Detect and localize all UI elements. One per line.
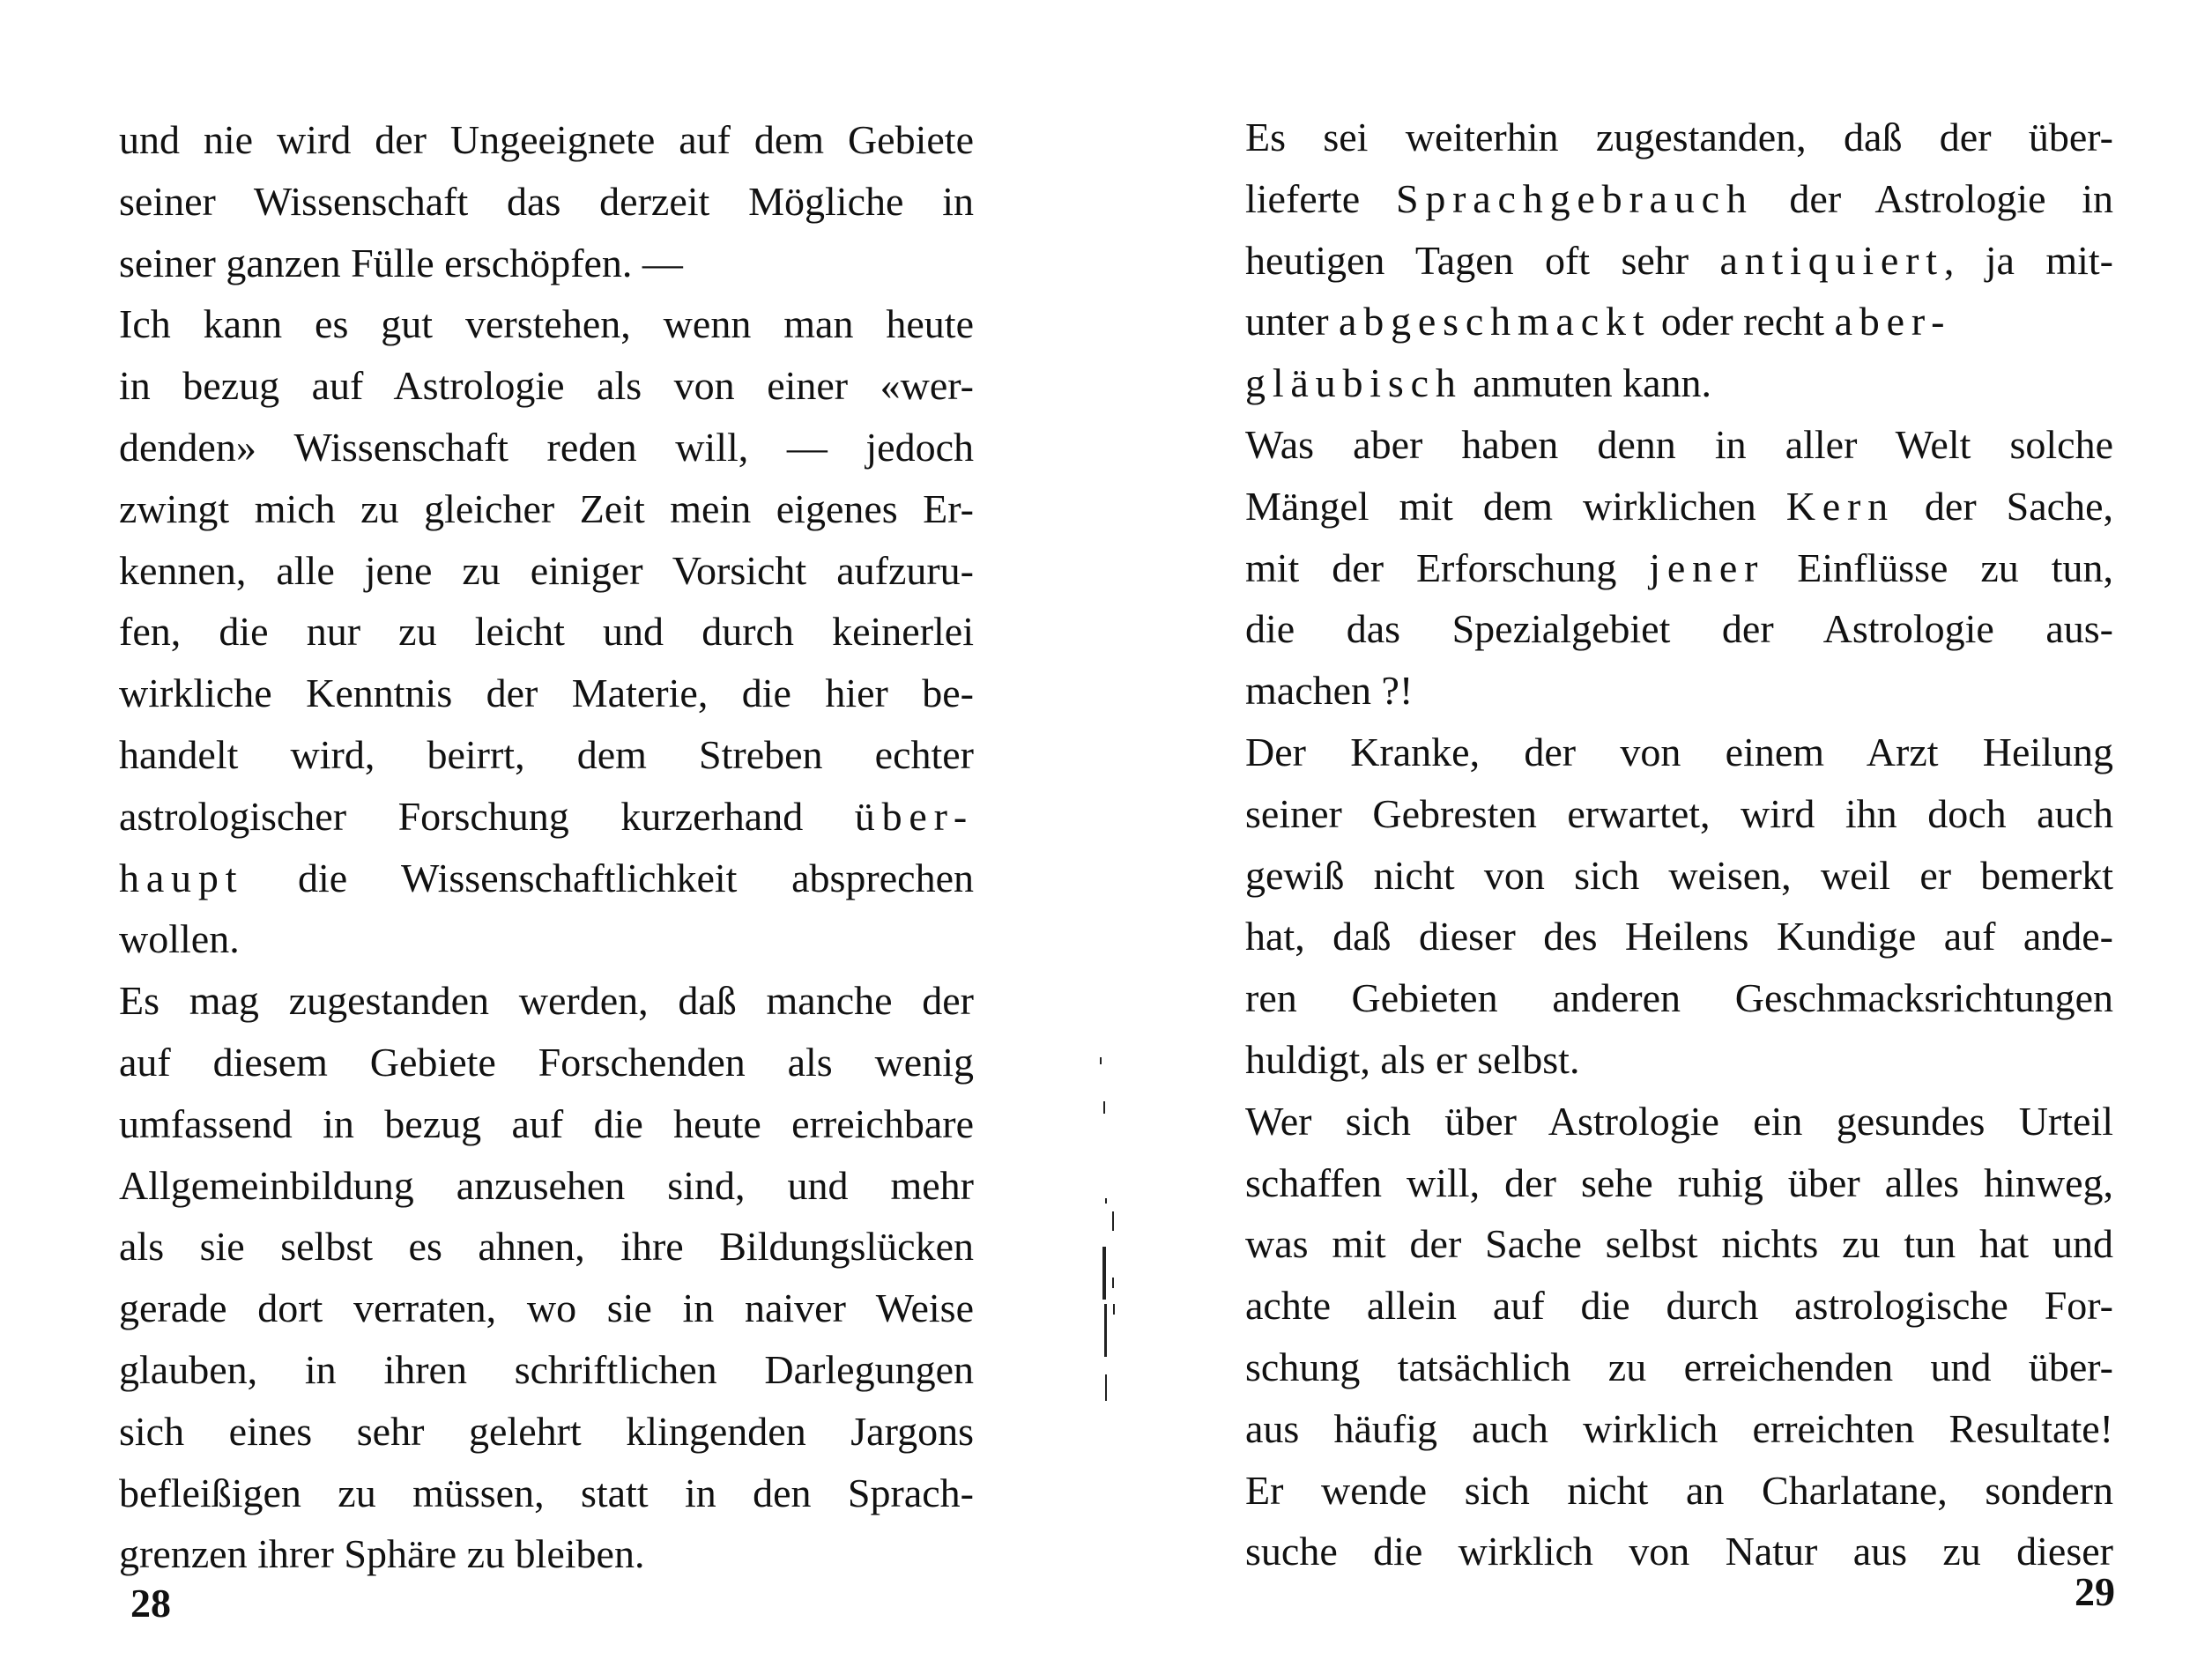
right-page-text-column: [1245, 107, 2113, 1582]
text-run: achte allein auf die durch astrologische For-: [1245, 1283, 2113, 1329]
text-line: [119, 1523, 974, 1585]
text-line: [1245, 1152, 2113, 1214]
text-run: wirkliche Kenntnis der Materie, die hier be-: [119, 670, 974, 716]
text-line: [1245, 1091, 2113, 1152]
text-run: in bezug auf Astrologie als von einer «wer-: [119, 363, 974, 409]
gutter-scan-marks: [1093, 493, 1128, 1656]
text-run: auf diesem Gebiete Forschenden als wenig: [119, 1039, 974, 1085]
text-line: [1245, 1213, 2113, 1275]
page-number: 28: [130, 1581, 171, 1626]
text-run: und nie wird der Ungeeignete auf dem Gebiete: [119, 117, 974, 162]
text-run: seiner Gebresten erwartet, wird ihn doch auch: [1245, 790, 2113, 836]
page-number: 29: [2075, 1569, 2115, 1614]
text-line: [119, 1339, 974, 1401]
text-run: heutigen Tagen oft sehr: [1245, 237, 1720, 283]
text-run: seiner Wissenschaft das derzeit Mögliche in: [119, 178, 974, 224]
text-run: befleißigen zu müssen, statt in den Sprach-: [119, 1470, 974, 1515]
text-run: hat, daß dieser des Heilens Kundige auf ande-: [1245, 914, 2113, 959]
text-run: grenzen ihrer Sphäre zu bleiben.: [119, 1531, 645, 1577]
text-run: der Sache,: [1894, 483, 2113, 529]
text-line: [119, 109, 974, 171]
text-line: [1245, 906, 2113, 967]
text-run: aus häufig auch wirklich erreichten Resultate!: [1245, 1405, 2113, 1451]
text-run: schaffen will, der sehe ruhig über alles hinweg,: [1245, 1159, 2113, 1205]
text-run: was mit der Sache selbst nichts zu tun hat und: [1245, 1221, 2113, 1267]
text-run: umfassend in bezug auf die heute erreichbare: [119, 1100, 974, 1146]
text-run: Einflüsse zu tun,: [1764, 544, 2113, 590]
emphasized-spaced-text: über-: [854, 793, 974, 839]
text-run: , ja mit-: [1943, 237, 2113, 283]
text-run: Der Kranke, der von einem Arzt Heilung: [1245, 729, 2113, 774]
emphasized-spaced-text: abgeschmackt: [1339, 299, 1652, 344]
text-line: [1245, 537, 2113, 599]
text-line: [1245, 1337, 2113, 1398]
text-run: fen, die nur zu leicht und durch keinerlei: [119, 609, 974, 655]
text-run: astrologischer Forschung kurzerhand: [119, 793, 855, 839]
text-line: [1245, 1029, 2113, 1091]
text-run: Es mag zugestanden werden, daß manche der: [119, 978, 974, 1024]
text-run: die Wissenschaftlichkeit absprechen: [243, 855, 974, 900]
text-line: [1245, 1398, 2113, 1460]
text-run: machen ?!: [1245, 668, 1414, 714]
text-line: [1245, 1275, 2113, 1337]
text-line: [119, 1463, 974, 1524]
text-line: [1245, 291, 2113, 352]
text-line: [1245, 414, 2113, 476]
text-run: mit der Erforschung: [1245, 544, 1650, 590]
text-line: [119, 355, 974, 417]
text-run: gerade dort verraten, wo sie in naiver Weise: [119, 1285, 974, 1331]
text-run: ren Gebieten anderen Geschmacksrichtungen: [1245, 975, 2113, 1021]
text-line: [119, 540, 974, 602]
text-run: gewiß nicht von sich weisen, weil er bemerkt: [1245, 852, 2113, 898]
text-line: [1245, 598, 2113, 660]
text-run: oder recht: [1651, 299, 1835, 344]
text-run: sich eines sehr gelehrt klingenden Jargons: [119, 1408, 974, 1454]
emphasized-spaced-text: Kern: [1785, 483, 1895, 529]
text-run: Es sei weiterhin zugestanden, daß der über-: [1245, 115, 2113, 159]
emphasized-spaced-text: Sprachgebrauch: [1395, 175, 1754, 221]
text-run: huldigt, als er selbst.: [1245, 1036, 1580, 1082]
text-run: Er wende sich nicht an Charlatane, sondern: [1245, 1467, 2113, 1513]
text-run: der Astrologie in: [1753, 175, 2113, 221]
text-line: [119, 908, 974, 970]
text-line: [119, 1032, 974, 1093]
text-line: [1245, 107, 2113, 168]
text-run: die das Spezialgebiet der Astrologie aus-: [1245, 606, 2113, 652]
text-line: [119, 233, 974, 294]
emphasized-spaced-text: aber-: [1834, 299, 1952, 344]
emphasized-spaced-text: haupt: [119, 855, 244, 900]
text-run: zwingt mich zu gleicher Zeit mein eigenes Er-: [119, 485, 974, 531]
text-line: [119, 1155, 974, 1217]
text-line: [119, 848, 974, 909]
text-run: glauben, in ihren schriftlichen Darlegungen: [119, 1346, 974, 1392]
text-run: suche die wirklich von Natur aus zu dieser: [1245, 1529, 2113, 1574]
emphasized-spaced-text: antiquiert: [1719, 237, 1944, 283]
text-line: [119, 478, 974, 540]
text-line: [119, 1216, 974, 1278]
text-line: [119, 1093, 974, 1155]
text-run: denden» Wissenschaft reden will, — jedoch: [119, 424, 974, 470]
text-line: [1245, 168, 2113, 230]
text-run: handelt wird, beirrt, dem Streben echter: [119, 731, 974, 777]
emphasized-spaced-text: gläubisch: [1245, 360, 1463, 406]
text-run: Was aber haben denn in aller Welt solche: [1245, 421, 2113, 467]
text-run: als sie selbst es ahnen, ihre Bildungslücken: [119, 1224, 974, 1270]
text-line: [1245, 967, 2113, 1029]
text-line: [119, 970, 974, 1032]
text-line: [119, 663, 974, 724]
text-line: [1245, 1521, 2113, 1582]
text-line: [1245, 845, 2113, 907]
text-run: unter: [1245, 299, 1340, 344]
text-line: [1245, 476, 2113, 537]
text-line: [1245, 1460, 2113, 1522]
text-run: seiner ganzen Fülle erschöpfen. —: [119, 240, 683, 285]
text-line: [1245, 722, 2113, 783]
text-run: kennen, alle jene zu einiger Vorsicht aufzuru-: [119, 547, 974, 593]
text-run: anmuten kann.: [1462, 360, 1711, 406]
text-line: [119, 417, 974, 478]
text-line: [1245, 783, 2113, 845]
text-run: lieferte: [1245, 175, 1396, 221]
text-line: [119, 786, 974, 848]
left-page-text-column: [119, 109, 974, 1585]
text-run: Ich kann es gut verstehen, wenn man heute: [119, 301, 974, 347]
text-line: [119, 293, 974, 355]
text-line: [119, 171, 974, 233]
text-line: [1245, 660, 2113, 722]
right-page: [1128, 0, 2212, 1674]
text-line: [119, 601, 974, 663]
text-line: [1245, 230, 2113, 292]
text-run: Mängel mit dem wirklichen: [1245, 483, 1786, 529]
text-run: wollen.: [119, 916, 240, 962]
text-line: [119, 1401, 974, 1463]
text-line: [1245, 352, 2113, 414]
text-run: Allgemeinbildung anzusehen sind, und mehr: [119, 1162, 974, 1208]
text-run: schung tatsächlich zu erreichenden und über-: [1245, 1344, 2113, 1389]
left-page: [0, 0, 1084, 1674]
text-line: [119, 724, 974, 786]
emphasized-spaced-text: jener: [1649, 544, 1765, 590]
text-line: [119, 1278, 974, 1339]
text-run: Wer sich über Astrologie ein gesundes Urteil: [1245, 1098, 2113, 1144]
